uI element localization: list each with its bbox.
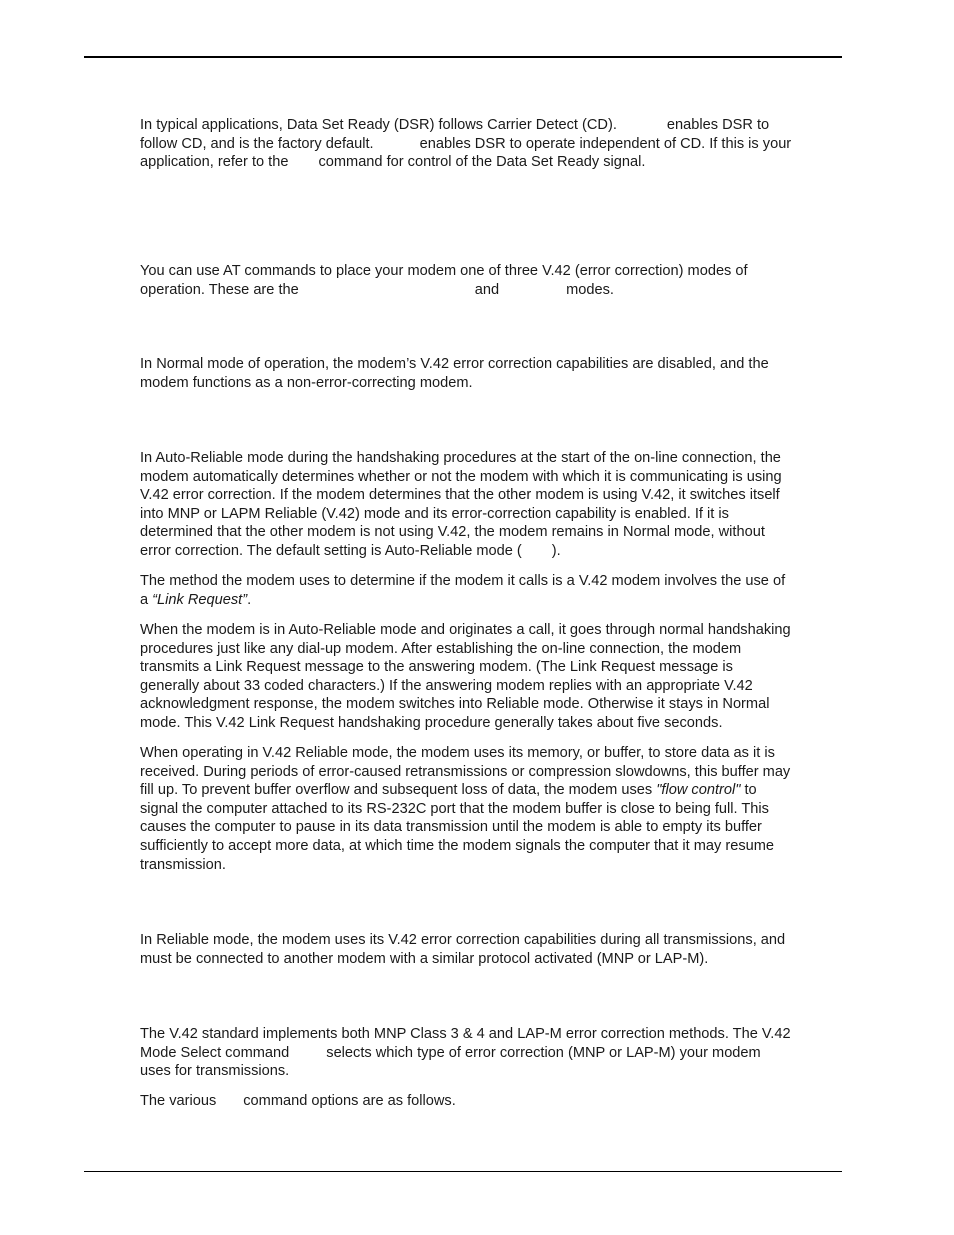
paragraph-command-options: The various command options are as follows. bbox=[140, 1093, 456, 1109]
paragraph-normal-mode: In Normal mode of operation, the modem’s V.42 error correction capabilities are disabled, and the modem functions as a non-error-correcting modem. bbox=[140, 356, 769, 391]
paragraph-auto-reliable: In Auto-Reliable mode during the handshaking procedures at the start of the on-line connection, the modem automatically determines whether or not the modem with which it is communicating is using V.42 error correction. If the modem determines that the other modem is using V.42, it switches itself into MNP or LAPM Reliable (V.42) mode and its error-correction capability is enabled. If it is determined that the other modem is not using V.42, the modem remains in Normal mode, without error correction. The default setting is Auto-Reliable mode ( ). bbox=[140, 450, 782, 559]
paragraph-reliable-mode: In Reliable mode, the modem uses its V.42 error correction capabilities during all transmissions, and must be connected to another modem with a similar protocol activated (MNP or LAP-M). bbox=[140, 932, 786, 967]
paragraph-mode-select: The V.42 standard implements both MNP Class 3 & 4 and LAP-M error correction methods. The V.42 Mode Select command selects which type of error correction (MNP or LAP-M) your modem uses for transmissions. bbox=[140, 1026, 791, 1080]
header-rule bbox=[84, 56, 842, 58]
paragraph-flow-control: When operating in V.42 Reliable mode, the modem uses its memory, or buffer, to store data as it is received. During periods of error-caused retransmissions or compression slowdowns, this buffer may fill up. To prevent buffer overflow and subsequent loss of data, the modem uses "flow control" to signal the computer attached to its RS-232C port that the modem buffer is close to being full. This causes the computer to pause in its data transmission until the modem is able to empty its buffer sufficiently to accept more data, at which time the modem signals the computer that it may resume transmission. bbox=[140, 745, 791, 873]
flow-control-term: "flow control" bbox=[656, 782, 741, 799]
link-request-term: “Link Request” bbox=[152, 591, 248, 608]
paragraph-dsr: In typical applications, Data Set Ready (DSR) follows Carrier Detect (CD). enables DSR to follow CD, and is the factory default. enables DSR to operate independent of CD. If this is your application, refer to the command for control of the Data Set Ready signal. bbox=[140, 117, 792, 171]
paragraph-link-request: The method the modem uses to determine if the modem it calls is a V.42 modem involves the use of a “Link Request”. bbox=[140, 573, 786, 608]
paragraph-v42-intro: You can use AT commands to place your modem one of three V.42 (error correction) modes of operation. These are the and modes. bbox=[140, 263, 748, 298]
paragraph-originate-call: When the modem is in Auto-Reliable mode and originates a call, it goes through normal handshaking procedures just like any dial-up modem. After establishing the on-line connection, the modem transmits a Link Request message to the answering modem. (The Link Request message is generally about 33 coded characters.) If the answering modem replies with an appropriate V.42 acknowledgment response, the modem switches into Reliable mode. Otherwise it stays in Normal mode. This V.42 Link Request handshaking procedure generally takes about five seconds. bbox=[140, 622, 791, 731]
footer-rule bbox=[84, 1171, 842, 1172]
